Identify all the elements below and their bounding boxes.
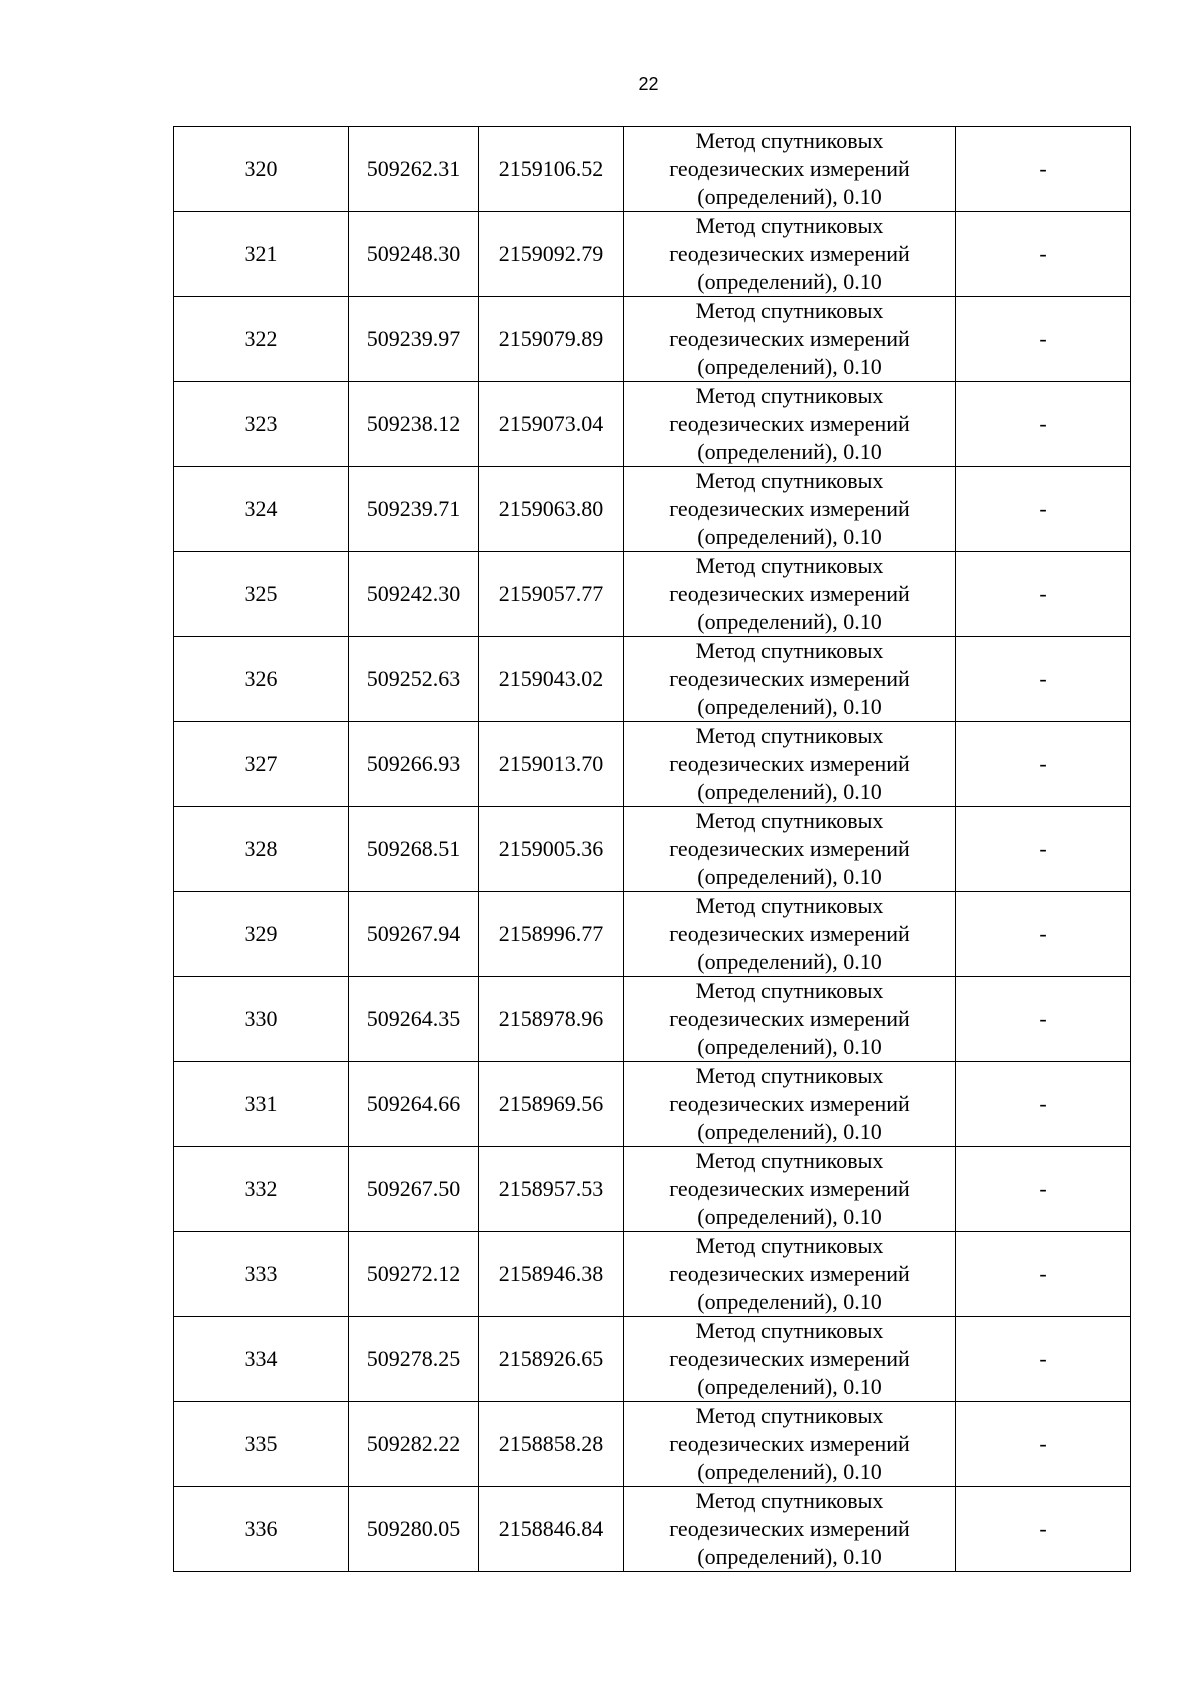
table-row — [174, 1487, 1131, 1572]
y-coordinate-cell: 2159013.70 — [479, 722, 624, 807]
y-coordinate-cell: 2159057.77 — [479, 552, 624, 637]
method-text-line: геодезических измерений — [669, 1346, 910, 1371]
x-coordinate-cell: 509267.50 — [349, 1147, 479, 1232]
x-coordinate-cell: 509238.12 — [349, 382, 479, 467]
method-text-line: геодезических измерений — [669, 1176, 910, 1201]
method-text-line: Метод спутниковых — [695, 723, 884, 748]
table-row — [174, 1402, 1131, 1487]
point-number-cell: 333 — [174, 1232, 349, 1317]
table-row — [174, 1232, 1131, 1317]
y-coordinate-cell: 2159073.04 — [479, 382, 624, 467]
x-coordinate-cell: 509272.12 — [349, 1232, 479, 1317]
method-cell — [624, 127, 956, 212]
description-cell: - — [956, 1232, 1131, 1317]
method-text-line: (определений), 0.10 — [697, 1374, 882, 1399]
coordinates-table — [173, 126, 1131, 1572]
x-coordinate-cell: 509264.35 — [349, 977, 479, 1062]
description-cell: - — [956, 552, 1131, 637]
method-text-line: (определений), 0.10 — [697, 1459, 882, 1484]
y-coordinate-cell: 2158858.28 — [479, 1402, 624, 1487]
method-text-line: Метод спутниковых — [695, 638, 884, 663]
point-number-cell: 323 — [174, 382, 349, 467]
method-text-line: Метод спутниковых — [695, 808, 884, 833]
table-row — [174, 892, 1131, 977]
point-number-cell: 335 — [174, 1402, 349, 1487]
description-cell: - — [956, 1487, 1131, 1572]
method-text-line: Метод спутниковых — [695, 893, 884, 918]
table-row — [174, 637, 1131, 722]
method-text-line: геодезических измерений — [669, 411, 910, 436]
method-cell — [624, 212, 956, 297]
table-row — [174, 552, 1131, 637]
method-cell — [624, 637, 956, 722]
method-text-line: (определений), 0.10 — [697, 694, 882, 719]
method-text-line: (определений), 0.10 — [697, 1544, 882, 1569]
point-number-cell: 326 — [174, 637, 349, 722]
method-cell — [624, 807, 956, 892]
x-coordinate-cell: 509264.66 — [349, 1062, 479, 1147]
method-text-line: (определений), 0.10 — [697, 779, 882, 804]
method-text-line: геодезических измерений — [669, 666, 910, 691]
coordinates-table-body — [174, 127, 1131, 1572]
method-text-line: Метод спутниковых — [695, 298, 884, 323]
description-cell: - — [956, 1147, 1131, 1232]
x-coordinate-cell: 509239.71 — [349, 467, 479, 552]
point-number-cell: 329 — [174, 892, 349, 977]
x-coordinate-cell: 509266.93 — [349, 722, 479, 807]
point-number-cell: 322 — [174, 297, 349, 382]
point-number-cell: 331 — [174, 1062, 349, 1147]
x-coordinate-cell: 509268.51 — [349, 807, 479, 892]
method-text-line: (определений), 0.10 — [697, 949, 882, 974]
description-cell: - — [956, 297, 1131, 382]
method-cell — [624, 977, 956, 1062]
method-text-line: геодезических измерений — [669, 241, 910, 266]
method-text-line: (определений), 0.10 — [697, 1119, 882, 1144]
description-cell: - — [956, 127, 1131, 212]
x-coordinate-cell: 509242.30 — [349, 552, 479, 637]
method-text-line: (определений), 0.10 — [697, 1204, 882, 1229]
table-row — [174, 212, 1131, 297]
point-number-cell: 328 — [174, 807, 349, 892]
method-text-line: Метод спутниковых — [695, 1148, 884, 1173]
point-number-cell: 327 — [174, 722, 349, 807]
description-cell: - — [956, 212, 1131, 297]
table-row — [174, 807, 1131, 892]
x-coordinate-cell: 509252.63 — [349, 637, 479, 722]
method-cell — [624, 1062, 956, 1147]
y-coordinate-cell: 2158946.38 — [479, 1232, 624, 1317]
y-coordinate-cell: 2158996.77 — [479, 892, 624, 977]
method-text-line: Метод спутниковых — [695, 213, 884, 238]
method-text-line: (определений), 0.10 — [697, 354, 882, 379]
point-number-cell: 330 — [174, 977, 349, 1062]
method-cell — [624, 722, 956, 807]
x-coordinate-cell: 509278.25 — [349, 1317, 479, 1402]
y-coordinate-cell: 2159005.36 — [479, 807, 624, 892]
method-text-line: Метод спутниковых — [695, 383, 884, 408]
point-number-cell: 321 — [174, 212, 349, 297]
description-cell: - — [956, 467, 1131, 552]
y-coordinate-cell: 2159079.89 — [479, 297, 624, 382]
x-coordinate-cell: 509262.31 — [349, 127, 479, 212]
method-text-line: геодезических измерений — [669, 751, 910, 776]
method-text-line: (определений), 0.10 — [697, 609, 882, 634]
table-row — [174, 977, 1131, 1062]
table-row — [174, 1062, 1131, 1147]
method-cell — [624, 1402, 956, 1487]
description-cell: - — [956, 807, 1131, 892]
method-text-line: (определений), 0.10 — [697, 1034, 882, 1059]
method-text-line: геодезических измерений — [669, 836, 910, 861]
method-cell — [624, 297, 956, 382]
method-text-line: геодезических измерений — [669, 1006, 910, 1031]
description-cell: - — [956, 382, 1131, 467]
x-coordinate-cell: 509282.22 — [349, 1402, 479, 1487]
method-cell — [624, 382, 956, 467]
description-cell: - — [956, 977, 1131, 1062]
y-coordinate-cell: 2158978.96 — [479, 977, 624, 1062]
description-cell: - — [956, 1402, 1131, 1487]
method-cell — [624, 552, 956, 637]
method-text-line: геодезических измерений — [669, 921, 910, 946]
y-coordinate-cell: 2159063.80 — [479, 467, 624, 552]
method-cell — [624, 1147, 956, 1232]
description-cell: - — [956, 722, 1131, 807]
table-row — [174, 127, 1131, 212]
y-coordinate-cell: 2158846.84 — [479, 1487, 624, 1572]
description-cell: - — [956, 892, 1131, 977]
method-text-line: геодезических измерений — [669, 156, 910, 181]
method-cell — [624, 1487, 956, 1572]
method-cell — [624, 467, 956, 552]
y-coordinate-cell: 2159106.52 — [479, 127, 624, 212]
y-coordinate-cell: 2159092.79 — [479, 212, 624, 297]
method-text-line: геодезических измерений — [669, 496, 910, 521]
y-coordinate-cell: 2159043.02 — [479, 637, 624, 722]
method-text-line: (определений), 0.10 — [697, 439, 882, 464]
method-text-line: геодезических измерений — [669, 1261, 910, 1286]
method-cell — [624, 1317, 956, 1402]
point-number-cell: 320 — [174, 127, 349, 212]
method-text-line: (определений), 0.10 — [697, 524, 882, 549]
x-coordinate-cell: 509280.05 — [349, 1487, 479, 1572]
table-row — [174, 1317, 1131, 1402]
method-cell — [624, 892, 956, 977]
method-cell — [624, 1232, 956, 1317]
table-row — [174, 722, 1131, 807]
method-text-line: Метод спутниковых — [695, 1063, 884, 1088]
method-text-line: Метод спутниковых — [695, 1403, 884, 1428]
description-cell: - — [956, 637, 1131, 722]
x-coordinate-cell: 509239.97 — [349, 297, 479, 382]
point-number-cell: 332 — [174, 1147, 349, 1232]
y-coordinate-cell: 2158957.53 — [479, 1147, 624, 1232]
point-number-cell: 336 — [174, 1487, 349, 1572]
table-row — [174, 382, 1131, 467]
method-text-line: (определений), 0.10 — [697, 269, 882, 294]
description-cell: - — [956, 1317, 1131, 1402]
method-text-line: Метод спутниковых — [695, 128, 884, 153]
point-number-cell: 334 — [174, 1317, 349, 1402]
method-text-line: (определений), 0.10 — [697, 864, 882, 889]
method-text-line: геодезических измерений — [669, 1516, 910, 1541]
x-coordinate-cell: 509267.94 — [349, 892, 479, 977]
description-cell: - — [956, 1062, 1131, 1147]
method-text-line: (определений), 0.10 — [697, 1289, 882, 1314]
method-text-line: геодезических измерений — [669, 1091, 910, 1116]
x-coordinate-cell: 509248.30 — [349, 212, 479, 297]
method-text-line: Метод спутниковых — [695, 978, 884, 1003]
table-row — [174, 467, 1131, 552]
method-text-line: Метод спутниковых — [695, 553, 884, 578]
method-text-line: (определений), 0.10 — [697, 184, 882, 209]
point-number-cell: 325 — [174, 552, 349, 637]
y-coordinate-cell: 2158969.56 — [479, 1062, 624, 1147]
method-text-line: геодезических измерений — [669, 326, 910, 351]
method-text-line: Метод спутниковых — [695, 1233, 884, 1258]
method-text-line: Метод спутниковых — [695, 468, 884, 493]
method-text-line: геодезических измерений — [669, 1431, 910, 1456]
method-text-line: геодезических измерений — [669, 581, 910, 606]
page-number: 22 — [638, 74, 659, 94]
table-row — [174, 297, 1131, 382]
method-text-line: Метод спутниковых — [695, 1488, 884, 1513]
method-text-line: Метод спутниковых — [695, 1318, 884, 1343]
table-row — [174, 1147, 1131, 1232]
y-coordinate-cell: 2158926.65 — [479, 1317, 624, 1402]
point-number-cell: 324 — [174, 467, 349, 552]
